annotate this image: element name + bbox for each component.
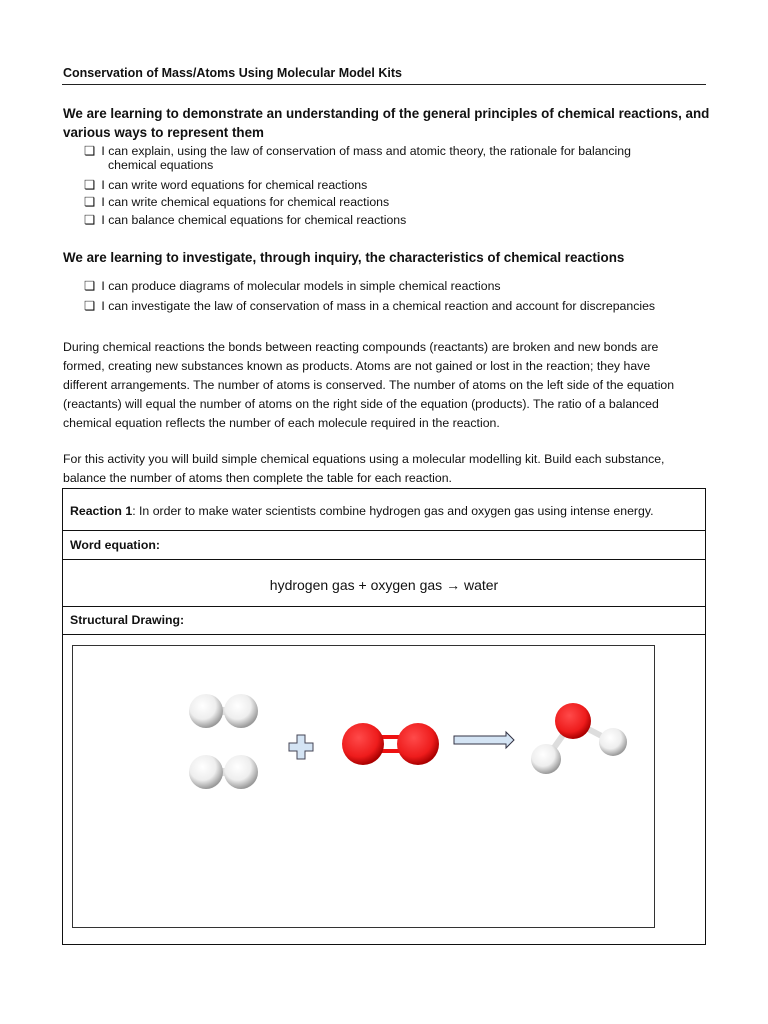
structural-drawing: [72, 645, 656, 929]
checkbox-icon[interactable]: ❏: [84, 178, 96, 192]
intro-paragraph: [63, 338, 674, 433]
paragraph-line: chemical equation reflects the number of each molecule required in the reaction.: [63, 416, 500, 430]
item-text: I can investigate the law of conservation of mass in a chemical reaction and account for discrepancies: [101, 299, 656, 313]
checkbox-icon[interactable]: ❏: [84, 213, 96, 227]
checkbox-icon[interactable]: ❏: [84, 279, 96, 293]
title-divider: [62, 84, 706, 85]
section1-heading-line1: We are learning to demonstrate an understanding of the general principles of chemical reactions, and: [63, 106, 710, 121]
reaction-row: [63, 489, 705, 531]
checkbox-icon[interactable]: ❏: [84, 195, 96, 209]
section2-heading: We are learning to investigate, through inquiry, the characteristics of chemical reactions: [63, 250, 625, 265]
section1-heading-line2: various ways to represent them: [63, 125, 264, 140]
document-title: Conservation of Mass/Atoms Using Molecular Model Kits: [63, 66, 402, 80]
checklist-item[interactable]: [84, 178, 367, 192]
paragraph-line: (reactants) will equal the number of atoms on the right side of the equation (products). The ratio of a balanced: [63, 397, 659, 411]
structural-label-row: [63, 607, 705, 635]
reaction-description: : In order to make water scientists combine hydrogen gas and oxygen gas using intense energy.: [132, 504, 654, 518]
checklist-item[interactable]: [84, 279, 501, 293]
paragraph-line: formed, creating new substances known as products. Atoms are not gained or lost in the reaction; they have: [63, 359, 651, 373]
word-equation-label-row: [63, 531, 705, 560]
paragraph-line: During chemical reactions the bonds between reacting compounds (reactants) are broken and new bonds are: [63, 340, 659, 354]
drawing-frame: [73, 646, 655, 928]
checklist-item[interactable]: [84, 144, 631, 172]
word-equation: hydrogen gas + oxygen gas → water: [269, 577, 499, 593]
paragraph-line: balance the number of atoms then complete the table for each reaction.: [63, 471, 452, 485]
word-equation-label: Word equation:: [70, 538, 160, 552]
word-equation-row[interactable]: [63, 560, 705, 607]
checklist-item[interactable]: [84, 299, 655, 313]
item-text: I can write chemical equations for chemical reactions: [101, 195, 390, 209]
item-text: I can write word equations for chemical reactions: [101, 178, 368, 192]
paragraph-line: different arrangements. The number of atoms is conserved. The number of atoms on the left side of the equation: [63, 378, 675, 392]
activity-paragraph: [63, 450, 664, 488]
reaction-table: [62, 488, 706, 945]
item-text: I can explain, using the law of conservation of mass and atomic theory, the rationale for balancing: [101, 144, 631, 158]
reaction-label: Reaction 1: [70, 504, 133, 518]
item-text: I can balance chemical equations for chemical reactions: [101, 213, 407, 227]
checklist-item[interactable]: [84, 213, 406, 227]
item-text-cont: chemical equations: [108, 158, 214, 172]
checkbox-icon[interactable]: ❏: [84, 144, 96, 158]
checklist-item[interactable]: [84, 195, 389, 209]
checkbox-icon[interactable]: ❏: [84, 299, 96, 313]
paragraph-line: For this activity you will build simple chemical equations using a molecular modelling kit. Build each substance,: [63, 452, 665, 466]
structural-drawing-label: Structural Drawing:: [70, 613, 185, 627]
item-text: I can produce diagrams of molecular models in simple chemical reactions: [101, 279, 501, 293]
